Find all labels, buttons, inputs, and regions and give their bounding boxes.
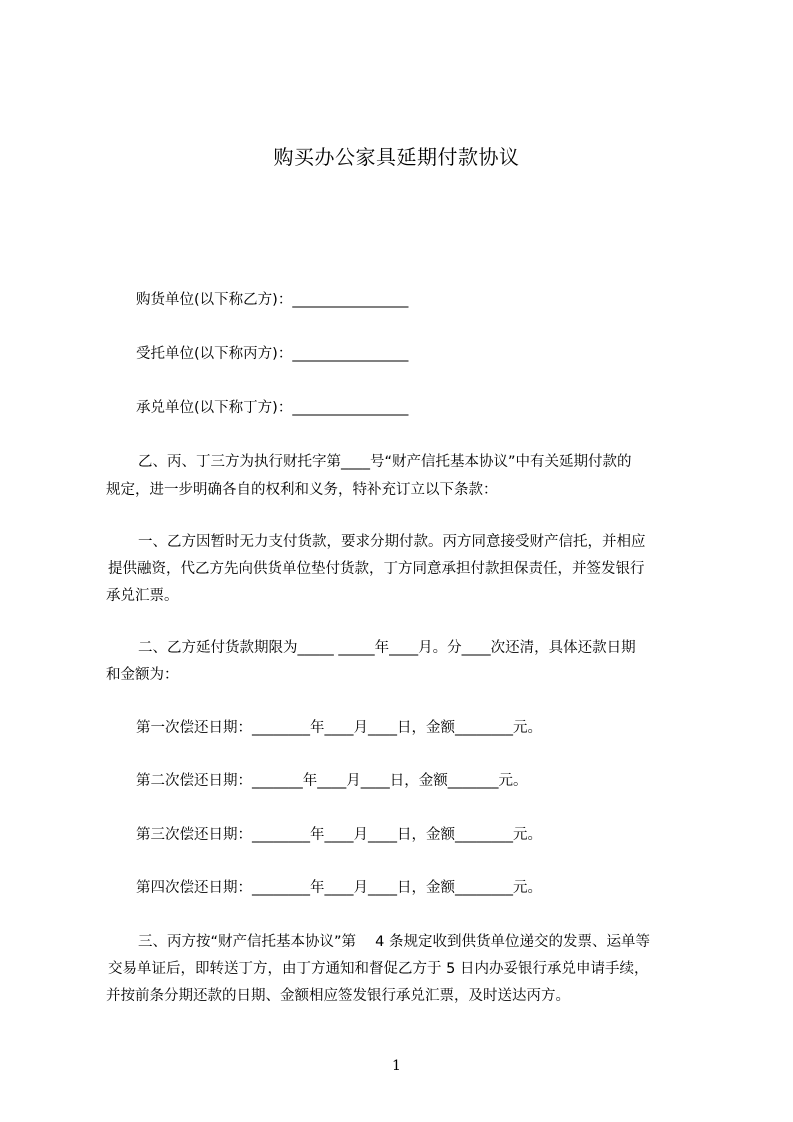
clause1-line-1: 一、乙方因暂时无力支付货款，要求分期付款。丙方同意接受财产信托，并相应 [138,534,646,550]
party-buyer: 购货单位(以下称乙方)：________________ [136,292,409,308]
clause2-line-2: 和金额为： [106,667,179,683]
page-number: 1 [392,1058,401,1074]
party-acceptor: 承兑单位(以下称丁方)：________________ [136,400,409,416]
clause1-line-3: 承兑汇票。 [106,588,179,604]
clause3-line-3: 并按前条分期还款的日期、金额相应签发银行承兑汇票，及时送达丙方。 [106,988,570,1004]
clause2-line-1: 二、乙方延付货款期限为_____ _____年____月。分____次还清，具体还款日期 [138,640,636,656]
clause3-line-1: 三、丙方按“财产信托基本协议”第 4 条规定收到供货单位递交的发票、运单等 [138,934,650,950]
repayment-1: 第一次偿还日期：________年____月____日，金额________元。 [136,720,542,736]
intro-line-2: 规定，进一步明确各自的权利和义务，特补充订立以下条款： [106,482,498,498]
document-title: 购买办公家具延期付款协议 [273,145,520,169]
clause3-line-2: 交易单证后，即转送丁方，由丁方通知和督促乙方于 5 日内办妥银行承兑申请手续， [108,961,649,977]
repayment-2: 第二次偿还日期：_______年____月____日，金额_______元。 [136,773,528,789]
repayment-3: 第三次偿还日期：________年____月____日，金额________元。 [136,827,542,843]
intro-line-1: 乙、丙、丁三方为执行财托字第____号“财产信托基本协议”中有关延期付款的 [138,454,632,470]
clause1-line-2: 提供融资，代乙方先向供货单位垫付货款，丁方同意承担付款担保责任，并签发银行 [108,561,645,577]
party-trustee: 受托单位(以下称丙方)：________________ [136,346,409,362]
repayment-4: 第四次偿还日期：________年____月____日，金额________元。 [136,880,542,896]
